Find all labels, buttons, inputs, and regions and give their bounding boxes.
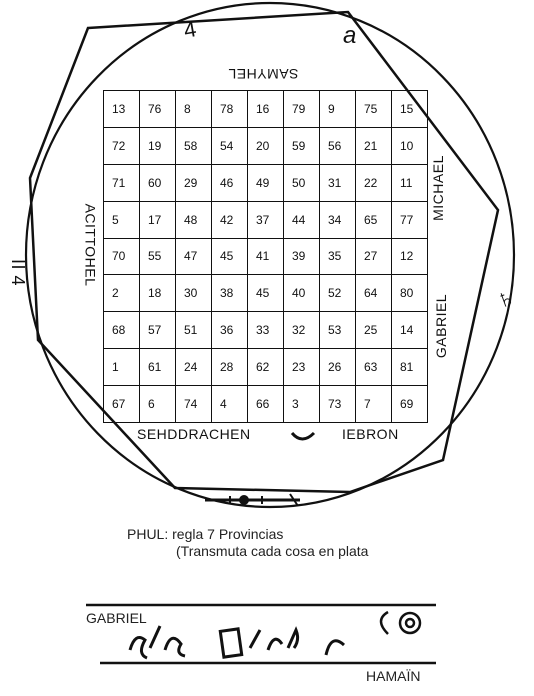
square-cell: 9	[320, 91, 356, 128]
square-cell: 54	[212, 127, 248, 164]
square-cell: 35	[320, 238, 356, 275]
square-cell: 24	[176, 349, 212, 386]
square-cell: 64	[356, 275, 392, 312]
square-cell: 47	[176, 238, 212, 275]
square-cell: 16	[248, 91, 284, 128]
square-cell: 62	[248, 349, 284, 386]
square-cell: 10	[392, 127, 428, 164]
square-cell: 79	[284, 91, 320, 128]
square-cell: 18	[140, 275, 176, 312]
square-cell: 73	[320, 386, 356, 423]
square-row	[104, 312, 428, 349]
square-cell: 17	[140, 201, 176, 238]
hebrew-signature	[130, 626, 344, 658]
square-cell: 48	[176, 201, 212, 238]
square-cell: 68	[104, 312, 140, 349]
square-cell: 60	[140, 164, 176, 201]
square-cell: 50	[284, 164, 320, 201]
square-cell: 55	[140, 238, 176, 275]
square-cell: 11	[392, 164, 428, 201]
square-cell: 38	[212, 275, 248, 312]
signature-name-left: GABRIEL	[86, 610, 147, 626]
square-cell: 22	[356, 164, 392, 201]
caption-line2: (Transmuta cada cosa en plata	[176, 543, 369, 559]
square-cell: 70	[104, 238, 140, 275]
square-cell: 7	[356, 386, 392, 423]
glyph-top-left: 4	[181, 16, 199, 43]
square-row	[104, 91, 428, 128]
square-cell: 67	[104, 386, 140, 423]
square-cell: 40	[284, 275, 320, 312]
baton-glyph	[205, 494, 300, 506]
square-cell: 39	[284, 238, 320, 275]
label-gabriel-right: GABRIEL	[433, 293, 450, 359]
square-cell: 37	[248, 201, 284, 238]
square-cell: 1	[104, 349, 140, 386]
square-cell: 29	[176, 164, 212, 201]
moon-sign	[292, 433, 314, 439]
square-cell: 15	[392, 91, 428, 128]
square-cell: 13	[104, 91, 140, 128]
glyph-left: II 4	[8, 258, 29, 287]
square-row	[104, 164, 428, 201]
square-cell: 33	[248, 312, 284, 349]
square-cell: 42	[212, 201, 248, 238]
square-cell: 81	[392, 349, 428, 386]
square-cell: 45	[248, 275, 284, 312]
label-michael: MICHAEL	[429, 155, 446, 221]
square-cell: 49	[248, 164, 284, 201]
square-cell: 61	[140, 349, 176, 386]
planet-symbols	[381, 612, 420, 634]
label-acittohel: ACITTOHEL	[82, 203, 99, 287]
square-cell: 26	[320, 349, 356, 386]
label-iebron: IEBRON	[342, 426, 399, 442]
square-cell: 30	[176, 275, 212, 312]
square-cell: 12	[392, 238, 428, 275]
square-row	[104, 386, 428, 423]
square-cell: 72	[104, 127, 140, 164]
square-cell: 4	[212, 386, 248, 423]
square-cell: 77	[392, 201, 428, 238]
square-cell: 31	[320, 164, 356, 201]
square-cell: 63	[356, 349, 392, 386]
square-cell: 59	[284, 127, 320, 164]
square-cell: 2	[104, 275, 140, 312]
square-cell: 28	[212, 349, 248, 386]
square-cell: 21	[356, 127, 392, 164]
square-cell: 5	[104, 201, 140, 238]
signature-name-right: HAMAÏN	[366, 668, 421, 684]
square-cell: 46	[212, 164, 248, 201]
square-cell: 65	[356, 201, 392, 238]
square-cell: 8	[176, 91, 212, 128]
square-cell: 66	[248, 386, 284, 423]
square-cell: 6	[140, 386, 176, 423]
magic-square	[103, 90, 428, 423]
square-row	[104, 275, 428, 312]
square-row	[104, 201, 428, 238]
square-row	[104, 238, 428, 275]
square-cell: 36	[212, 312, 248, 349]
square-cell: 71	[104, 164, 140, 201]
square-cell: 27	[356, 238, 392, 275]
square-cell: 74	[176, 386, 212, 423]
square-row	[104, 127, 428, 164]
square-cell: 45	[212, 238, 248, 275]
square-cell: 58	[176, 127, 212, 164]
square-cell: 80	[392, 275, 428, 312]
square-cell: 23	[284, 349, 320, 386]
square-cell: 44	[284, 201, 320, 238]
square-cell: 32	[284, 312, 320, 349]
square-cell: 41	[248, 238, 284, 275]
square-cell: 76	[140, 91, 176, 128]
label-sehddrachen: SEHDDRACHEN	[137, 426, 251, 442]
square-cell: 25	[356, 312, 392, 349]
square-cell: 34	[320, 201, 356, 238]
square-cell: 14	[392, 312, 428, 349]
square-cell: 57	[140, 312, 176, 349]
square-row	[104, 349, 428, 386]
square-cell: 78	[212, 91, 248, 128]
caption-line1: PHUL: regla 7 Provincias	[127, 526, 284, 542]
label-samyhel: SAMYHEL	[228, 66, 299, 82]
glyph-top-right: a	[343, 22, 357, 49]
square-cell: 19	[140, 127, 176, 164]
glyph-right: ♄	[491, 280, 521, 316]
square-cell: 56	[320, 127, 356, 164]
square-cell: 51	[176, 312, 212, 349]
square-cell: 69	[392, 386, 428, 423]
square-cell: 53	[320, 312, 356, 349]
square-cell: 75	[356, 91, 392, 128]
square-cell: 52	[320, 275, 356, 312]
square-cell: 20	[248, 127, 284, 164]
square-cell: 3	[284, 386, 320, 423]
